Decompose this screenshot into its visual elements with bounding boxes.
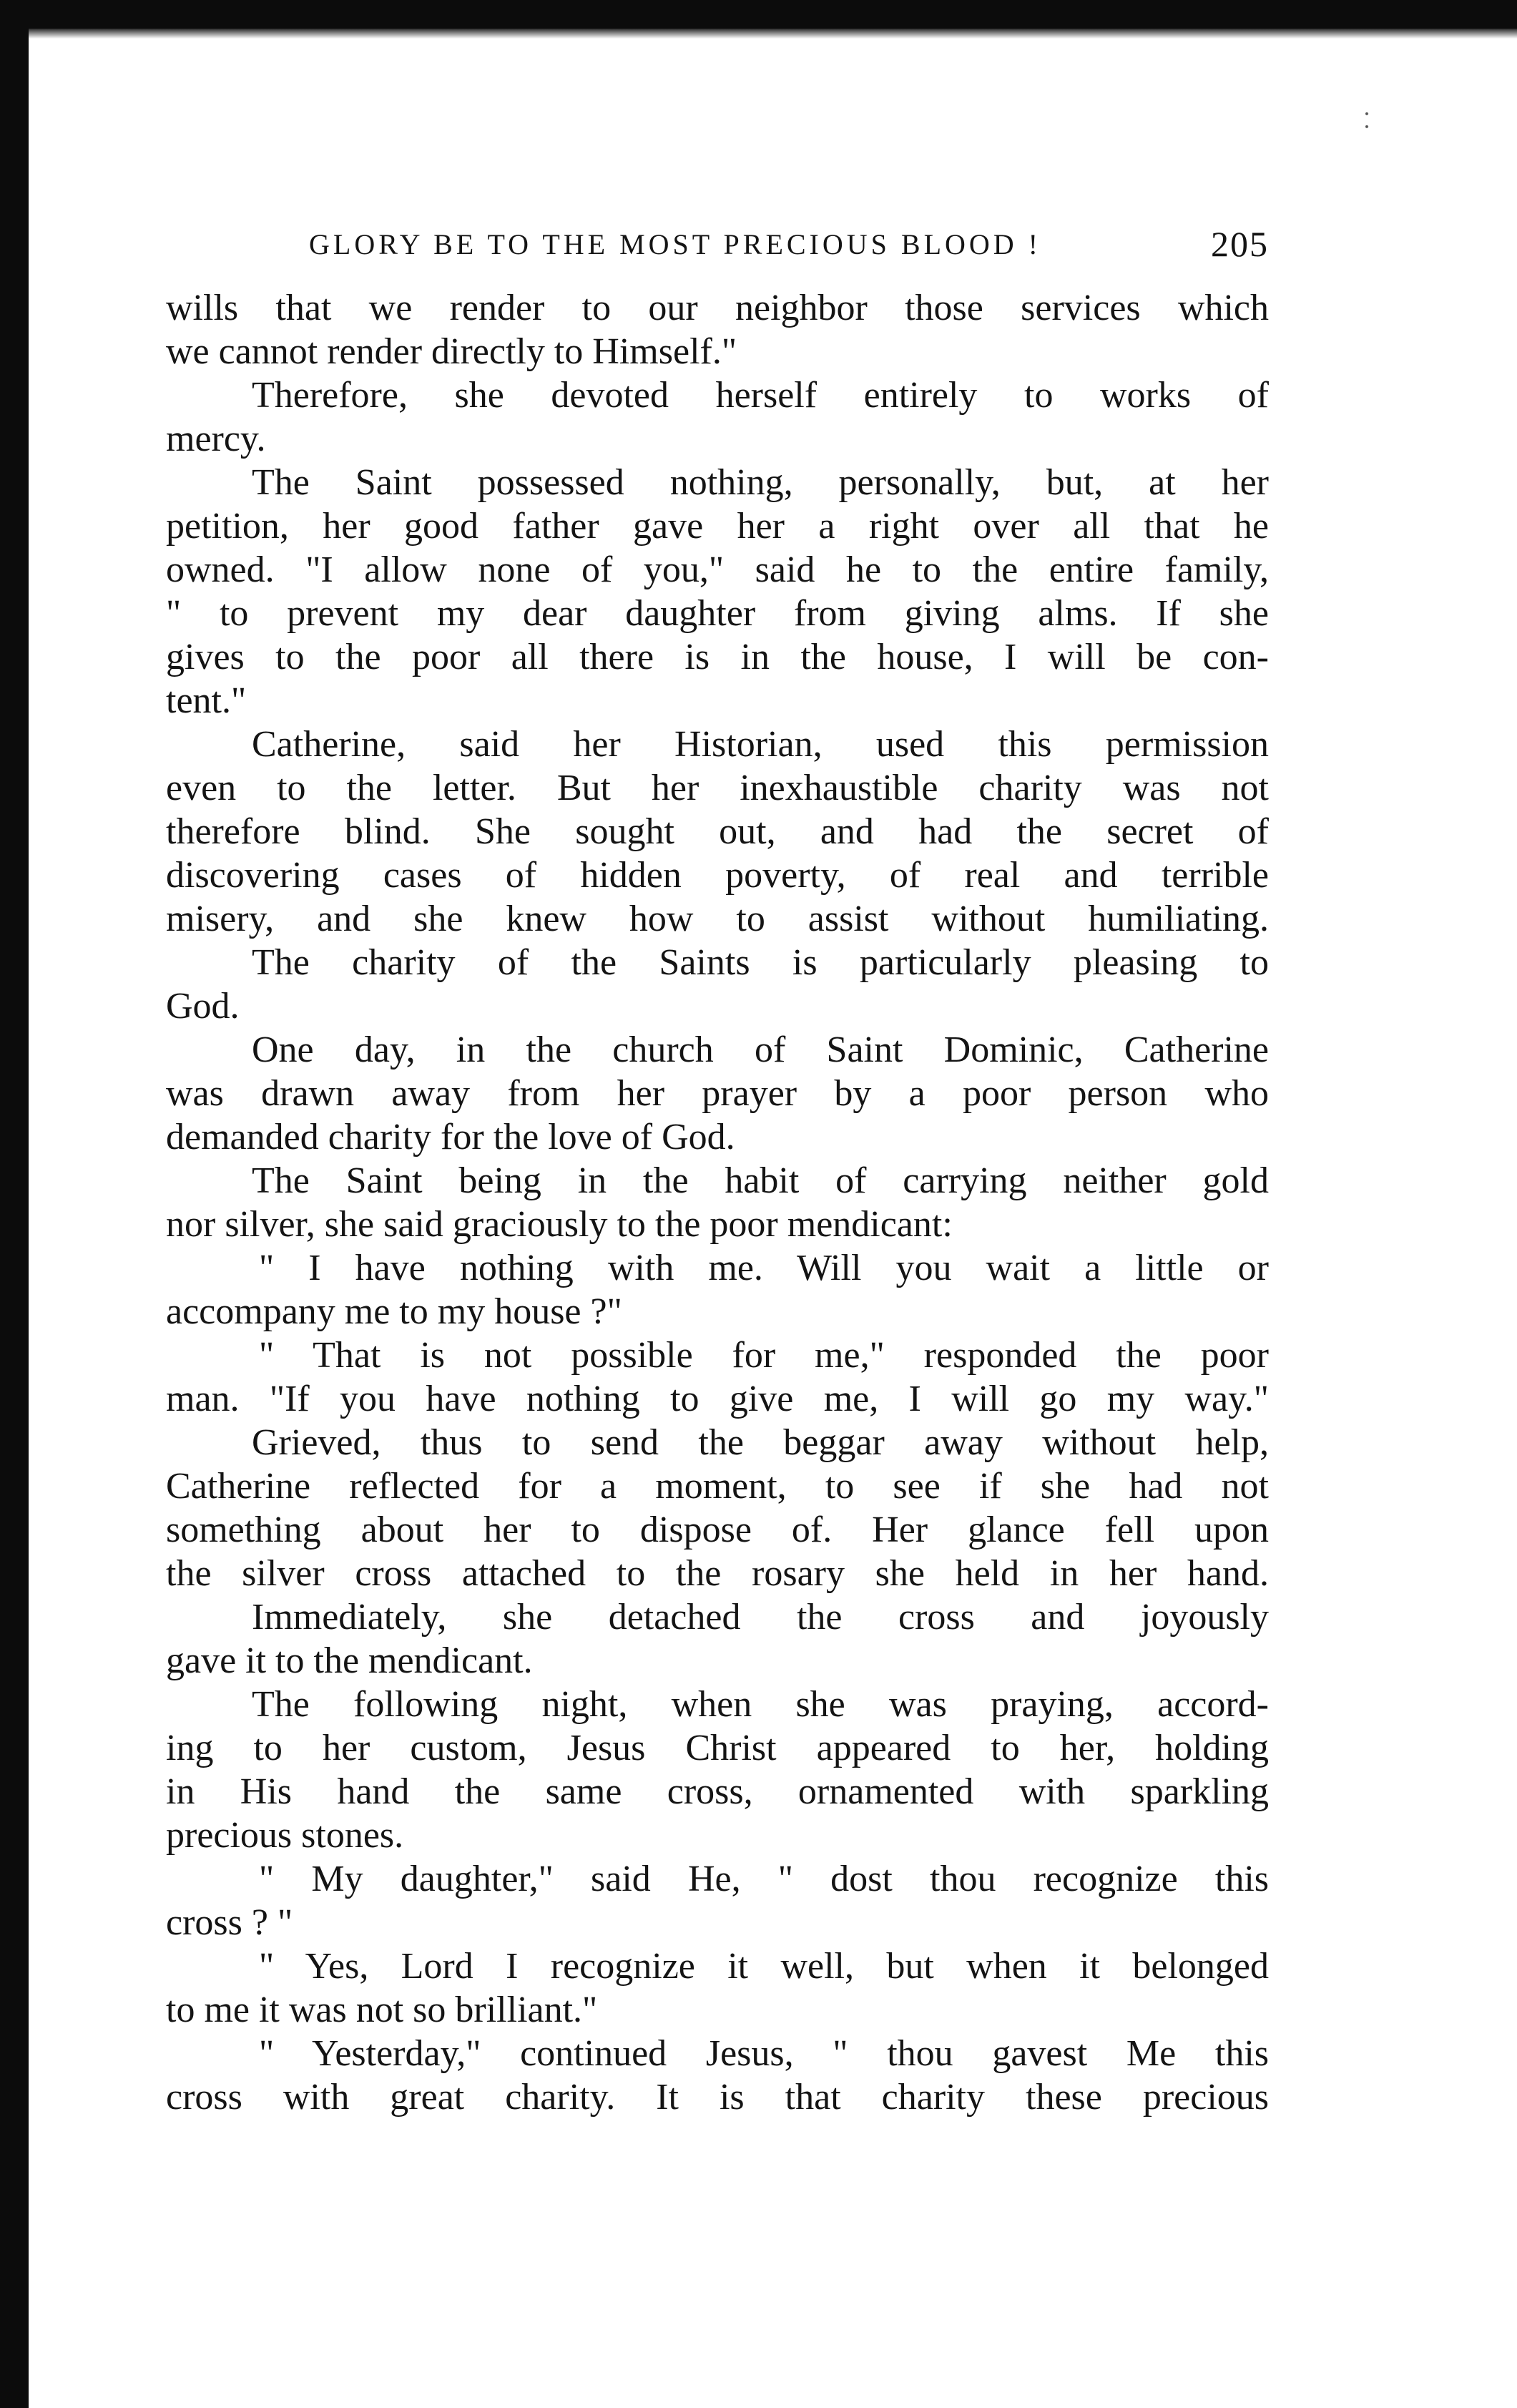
text-line: mercy. <box>166 419 266 459</box>
text-line: tent." <box>166 680 247 721</box>
scan-border-left <box>0 0 29 2408</box>
text-line: discovering cases of hidden poverty, of real and terrible <box>166 855 1269 896</box>
running-title: GLORY BE TO THE MOST PRECIOUS BLOOD ! <box>309 228 1041 260</box>
text-line: Therefore, she devoted herself entirely to works of <box>252 375 1269 416</box>
text-line: " I have nothing with me. Will you wait a little or <box>259 1248 1269 1288</box>
text-line: demanded charity for the love of God. <box>166 1117 735 1157</box>
text-line: " That is not possible for me," responded the poor <box>259 1335 1269 1376</box>
scan-speck-mark <box>1365 107 1369 133</box>
text-line: the silver cross attached to the rosary she held in her hand. <box>166 1553 1269 1594</box>
text-line: even to the letter. But her inexhaustible charity was not <box>166 768 1269 808</box>
text-line: owned. "I allow none of you," said he to the entire family, <box>166 549 1269 590</box>
text-line: ing to her custom, Jesus Christ appeared to her, holding <box>166 1728 1269 1768</box>
body-text <box>166 286 1269 2119</box>
text-line: precious stones. <box>166 1815 404 1856</box>
text-line: to me it was not so brilliant." <box>166 1989 598 2030</box>
text-line: man. "If you have nothing to give me, I will go my way." <box>166 1379 1269 1419</box>
text-line: something about her to dispose of. Her glance fell upon <box>166 1509 1269 1550</box>
text-line: gives to the poor all there is in the house, I will be con- <box>166 637 1269 677</box>
text-line: Immediately, she detached the cross and joyously <box>252 1597 1269 1638</box>
text-line: God. <box>166 986 240 1027</box>
text-line: gave it to the mendicant. <box>166 1640 533 1681</box>
text-line: " My daughter," said He, " dost thou recognize this <box>259 1859 1269 1899</box>
text-line: " Yes, Lord I recognize it well, but when it belonged <box>259 1946 1269 1987</box>
text-line: One day, in the church of Saint Dominic, Catherine <box>252 1029 1269 1070</box>
book-page <box>166 222 1269 2119</box>
text-line: misery, and she knew how to assist without humiliating. <box>166 899 1269 939</box>
text-line: Catherine reflected for a moment, to see if she had not <box>166 1466 1269 1507</box>
text-line: in His hand the same cross, ornamented with sparkling <box>166 1771 1269 1812</box>
text-line: cross with great charity. It is that charity these precious <box>166 2077 1269 2118</box>
text-line: therefore blind. She sought out, and had the secret of <box>166 811 1269 852</box>
text-line: was drawn away from her prayer by a poor person who <box>166 1073 1269 1114</box>
running-head <box>166 222 1269 286</box>
text-line: The charity of the Saints is particularly pleasing to <box>252 942 1269 983</box>
text-line: Grieved, thus to send the beggar away without help, <box>252 1422 1269 1463</box>
scan-border-shadow <box>29 29 1517 39</box>
text-line: The following night, when she was praying, accord- <box>252 1684 1269 1725</box>
text-line: " to prevent my dear daughter from giving alms. If she <box>166 593 1269 634</box>
text-line: accompany me to my house ?" <box>166 1291 622 1332</box>
text-line: The Saint possessed nothing, personally, but, at her <box>252 462 1269 503</box>
text-line: nor silver, she said graciously to the poor mendicant: <box>166 1204 953 1245</box>
text-line: petition, her good father gave her a right over all that he <box>166 506 1269 547</box>
text-line: Catherine, said her Historian, used this permission <box>252 724 1269 765</box>
text-line: wills that we render to our neighbor those services which <box>166 288 1269 328</box>
scan-border-top <box>29 0 1517 29</box>
text-line: we cannot render directly to Himself." <box>166 331 737 372</box>
text-line: " Yesterday," continued Jesus, " thou gavest Me this <box>259 2033 1269 2074</box>
text-line: The Saint being in the habit of carrying neither gold <box>252 1160 1269 1201</box>
page-number: 205 <box>1211 224 1269 264</box>
text-line: cross ? " <box>166 1902 293 1943</box>
